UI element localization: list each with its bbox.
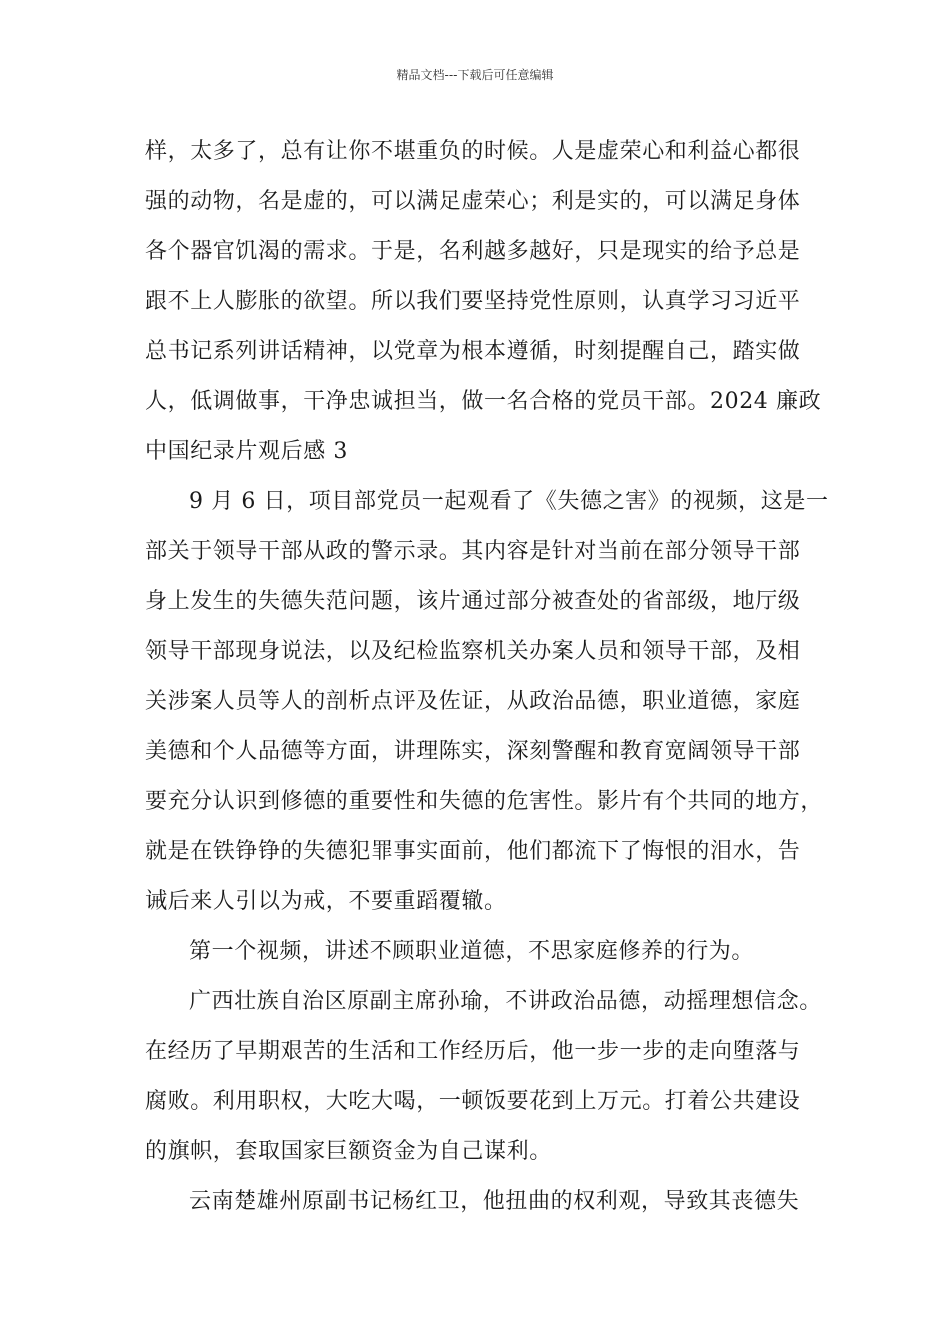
text-line: 部关于领导干部从政的警示录。其内容是针对当前在部分领导干部 (145, 539, 801, 564)
text-line: 美德和个人品德等方面，讲理陈实，深刻警醒和教育宽阔领导干部 (145, 739, 801, 764)
text-line: 关涉案人员等人的剖析点评及佐证，从政治品德，职业道德，家庭 (145, 689, 801, 714)
text-line: 人，低调做事，干净忠诚担当，做一名合格的党员干部。2024 廉政 (145, 389, 822, 414)
text-line: 各个器官饥渴的需求。于是，名利越多越好，只是现实的给予总是 (145, 239, 801, 264)
paragraph-start: 广西壮族自治区原副主席孙瑜，不讲政治品德，动摇理想信念。 (189, 989, 822, 1014)
text-line: 在经历了早期艰苦的生活和工作经历后，他一步一步的走向堕落与 (145, 1039, 801, 1064)
paragraph-start: 云南楚雄州原副书记杨红卫，他扭曲的权利观，导致其丧德失 (189, 1189, 800, 1214)
text-line: 腐败。利用职权，大吃大喝，一顿饭要花到上万元。打着公共建设 (145, 1089, 801, 1114)
text-line: 领导干部现身说法，以及纪检监察机关办案人员和领导干部，及相 (145, 639, 801, 664)
text-line: 诫后来人引以为戒，不要重蹈覆辙。 (145, 889, 507, 914)
text-line: 样，太多了，总有让你不堪重负的时候。人是虚荣心和利益心都很 (145, 139, 801, 164)
text-line: 总书记系列讲话精神，以党章为根本遵循，时刻提醒自己，踏实做 (145, 339, 801, 364)
text-line: 跟不上人膨胀的欲望。所以我们要坚持党性原则，认真学习习近平 (145, 289, 801, 314)
page-header: 精品文档---下载后可任意编辑 (396, 68, 554, 82)
paragraph-start: 第一个视频，讲述不顾职业道德，不思家庭修养的行为。 (189, 939, 755, 964)
text-line: 要充分认识到修德的重要性和失德的危害性。影片有个共同的地方， (145, 789, 824, 814)
text-line: 就是在铁铮铮的失德犯罪事实面前，他们都流下了悔恨的泪水，告 (145, 839, 801, 864)
section-title: 中国纪录片观后感 3 (145, 439, 348, 464)
text-line: 身上发生的失德失范问题，该片通过部分被查处的省部级，地厅级 (145, 589, 801, 614)
text-line: 强的动物，名是虚的，可以满足虚荣心；利是实的，可以满足身体 (145, 189, 801, 214)
text-line: 的旗帜，套取国家巨额资金为自己谋利。 (145, 1139, 552, 1164)
document-body (145, 133, 829, 1233)
paragraph-start: 9 月 6 日，项目部党员一起观看了《失德之害》的视频，这是一 (189, 489, 829, 514)
